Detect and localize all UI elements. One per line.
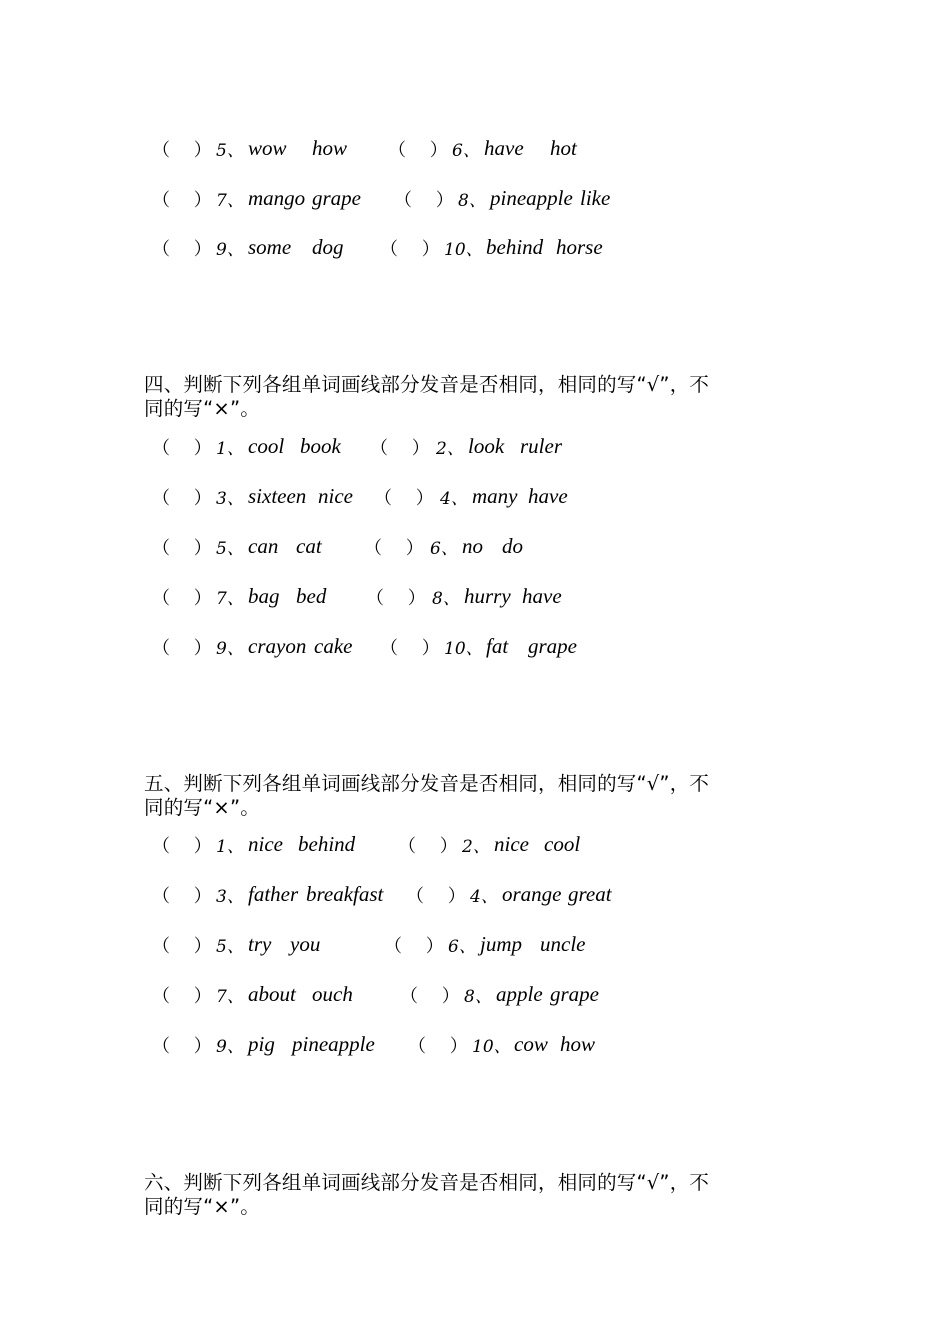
question-row <box>148 534 848 564</box>
word: sixteen <box>248 484 307 508</box>
word: fat <box>486 634 509 658</box>
question-row <box>148 832 848 862</box>
question-number: 10、 <box>444 639 483 659</box>
question-number: 10、 <box>444 240 483 260</box>
answer-paren[interactable]: （ ） <box>400 986 460 1007</box>
answer-paren[interactable]: （ ） <box>152 588 212 609</box>
word: cake <box>314 634 353 658</box>
answer-paren[interactable]: （ ） <box>366 588 426 609</box>
question-number: 7、 <box>216 589 244 609</box>
question-number: 4、 <box>470 887 498 907</box>
word: can <box>248 534 279 558</box>
word: book <box>300 434 341 458</box>
answer-paren[interactable]: （ ） <box>398 836 458 857</box>
answer-paren[interactable]: （ ） <box>408 1036 468 1057</box>
answer-paren[interactable]: （ ） <box>152 836 212 857</box>
question-number: 4、 <box>440 489 468 509</box>
question-row <box>148 235 848 265</box>
word: grape <box>312 186 361 210</box>
question-number: 3、 <box>216 489 244 509</box>
answer-paren[interactable]: （ ） <box>394 190 454 211</box>
question-number: 8、 <box>432 589 460 609</box>
word: ruler <box>520 434 562 458</box>
word: mango <box>248 186 306 210</box>
word: crayon <box>248 634 307 658</box>
word: do <box>502 534 523 558</box>
word: bed <box>296 584 327 608</box>
question-number: 9、 <box>216 639 244 659</box>
word: have <box>522 584 562 608</box>
word: try <box>248 932 272 956</box>
answer-paren[interactable]: （ ） <box>388 140 448 161</box>
heading-line: 六、判断下列各组单词画线部分发音是否相同，相同的写“√”，不 <box>144 1171 710 1194</box>
heading-line: 同的写“×”。 <box>144 796 260 819</box>
word: father <box>248 882 299 906</box>
question-row <box>148 634 848 664</box>
word: nice <box>494 832 529 856</box>
answer-paren[interactable]: （ ） <box>152 1036 212 1057</box>
question-number: 2、 <box>436 439 464 459</box>
word: uncle <box>540 932 586 956</box>
answer-paren[interactable]: （ ） <box>380 239 440 260</box>
word: horse <box>556 235 603 259</box>
question-row <box>148 882 848 912</box>
answer-paren[interactable]: （ ） <box>152 438 212 459</box>
answer-paren[interactable]: （ ） <box>152 488 212 509</box>
question-number: 5、 <box>216 539 244 559</box>
word: many <box>472 484 518 508</box>
answer-paren[interactable]: （ ） <box>152 986 212 1007</box>
question-row <box>148 1032 848 1062</box>
answer-paren[interactable]: （ ） <box>406 886 466 907</box>
answer-paren[interactable]: （ ） <box>374 488 434 509</box>
word: pineapple <box>490 186 573 210</box>
question-number: 8、 <box>464 987 492 1007</box>
section-heading <box>144 1171 814 1219</box>
word: dog <box>312 235 344 259</box>
word: pig <box>248 1032 275 1056</box>
question-number: 10、 <box>472 1037 511 1057</box>
question-row <box>148 484 848 514</box>
answer-paren[interactable]: （ ） <box>152 140 212 161</box>
word: great <box>568 882 612 906</box>
word: hot <box>550 136 577 160</box>
answer-paren[interactable]: （ ） <box>152 638 212 659</box>
section-heading <box>144 772 814 820</box>
answer-paren[interactable]: （ ） <box>152 190 212 211</box>
question-number: 5、 <box>216 937 244 957</box>
answer-paren[interactable]: （ ） <box>364 538 424 559</box>
word: nice <box>248 832 283 856</box>
word: about <box>248 982 296 1006</box>
word: look <box>468 434 505 458</box>
word: wow <box>248 136 287 160</box>
word: how <box>560 1032 596 1056</box>
question-row <box>148 136 848 166</box>
word: cat <box>296 534 322 558</box>
heading-line: 四、判断下列各组单词画线部分发音是否相同，相同的写“√”，不 <box>144 373 710 396</box>
question-number: 1、 <box>216 439 244 459</box>
word: like <box>580 186 611 210</box>
word: behind <box>298 832 356 856</box>
word: hurry <box>464 584 511 608</box>
word: breakfast <box>306 882 384 906</box>
answer-paren[interactable]: （ ） <box>152 239 212 260</box>
word: how <box>312 136 348 160</box>
question-row <box>148 584 848 614</box>
word: no <box>462 534 483 558</box>
question-row <box>148 982 848 1012</box>
word: grape <box>550 982 599 1006</box>
question-number: 6、 <box>430 539 458 559</box>
heading-line: 五、判断下列各组单词画线部分发音是否相同，相同的写“√”，不 <box>144 772 710 795</box>
word: you <box>290 932 321 956</box>
word: grape <box>528 634 577 658</box>
question-number: 5、 <box>216 141 244 161</box>
word: jump <box>480 932 522 956</box>
question-row <box>148 186 848 216</box>
question-number: 9、 <box>216 1037 244 1057</box>
answer-paren[interactable]: （ ） <box>152 936 212 957</box>
word: cool <box>544 832 581 856</box>
question-number: 2、 <box>462 837 490 857</box>
question-number: 7、 <box>216 987 244 1007</box>
section-heading <box>144 373 814 421</box>
heading-line: 同的写“×”。 <box>144 397 260 420</box>
word: have <box>528 484 568 508</box>
question-number: 6、 <box>452 141 480 161</box>
word: nice <box>318 484 353 508</box>
word: ouch <box>312 982 353 1006</box>
word: pineapple <box>292 1032 375 1056</box>
answer-paren[interactable]: （ ） <box>380 638 440 659</box>
question-number: 6、 <box>448 937 476 957</box>
word: apple <box>496 982 543 1006</box>
question-row <box>148 932 848 962</box>
word: orange <box>502 882 562 906</box>
word: cool <box>248 434 285 458</box>
heading-line: 同的写“×”。 <box>144 1195 260 1218</box>
word: bag <box>248 584 280 608</box>
word: cow <box>514 1032 548 1056</box>
question-number: 8、 <box>458 191 486 211</box>
word: have <box>484 136 524 160</box>
question-number: 9、 <box>216 240 244 260</box>
question-number: 1、 <box>216 837 244 857</box>
answer-paren[interactable]: （ ） <box>152 886 212 907</box>
question-number: 7、 <box>216 191 244 211</box>
question-number: 3、 <box>216 887 244 907</box>
answer-paren[interactable]: （ ） <box>384 936 444 957</box>
question-row <box>148 434 848 464</box>
answer-paren[interactable]: （ ） <box>370 438 430 459</box>
answer-paren[interactable]: （ ） <box>152 538 212 559</box>
word: behind <box>486 235 544 259</box>
word: some <box>248 235 292 259</box>
